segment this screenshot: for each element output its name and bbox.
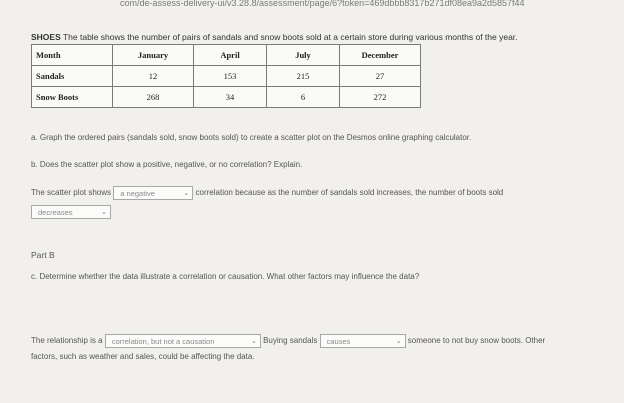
intro-text — [31, 32, 618, 42]
table-header: January — [113, 45, 194, 66]
row-label: Sandals — [32, 66, 113, 87]
answer-c-prefix: The relationship is a — [31, 336, 103, 346]
trend-value: decreases — [38, 208, 73, 217]
answer-c-middle: Buying sandals — [263, 336, 318, 346]
table-cell: 215 — [267, 66, 340, 87]
table-cell: 34 — [194, 87, 267, 108]
table-row — [32, 66, 421, 87]
part-b-heading: Part B — [31, 250, 55, 260]
chevron-down-icon: ⌄ — [101, 209, 107, 216]
correlation-type-select[interactable] — [113, 186, 193, 200]
table-cell: 27 — [340, 66, 421, 87]
answer-b-line2 — [31, 205, 111, 219]
question-c: c. Determine whether the data illustrate a correlation or causation. What other factors may influence the data? — [31, 272, 420, 281]
chevron-down-icon: ⌄ — [183, 190, 190, 197]
question-b: b. Does the scatter plot show a positive, negative, or no correlation? Explain. — [31, 160, 303, 169]
row-label: Snow Boots — [32, 87, 113, 108]
table-cell: 12 — [113, 66, 194, 87]
table-cell: 272 — [340, 87, 421, 108]
table-header-row — [32, 45, 421, 66]
answer-b-prefix: The scatter plot shows — [31, 188, 112, 198]
relationship-select[interactable] — [105, 334, 261, 348]
intro-title: SHOES — [31, 32, 61, 42]
table-header: Month — [32, 45, 113, 66]
cause-select[interactable] — [320, 334, 406, 348]
chevron-down-icon: ⌄ — [250, 338, 257, 345]
relationship-value: correlation, but not a causation — [111, 337, 215, 346]
answer-c-suffix: someone to not buy snow boots. Other — [407, 336, 546, 346]
browser-url: com/de-assess-delivery-ui/v3.28.8/assessment/page/6?token=469dbbb8317b271df08ea9a2d5857f44 — [120, 0, 525, 8]
table-row — [32, 87, 421, 108]
table-cell: 6 — [267, 87, 340, 108]
correlation-type-value: a negative — [120, 189, 155, 198]
chevron-down-icon: ⌄ — [395, 338, 402, 345]
answer-c-line — [31, 334, 545, 348]
table-header: April — [194, 45, 267, 66]
sales-table — [31, 44, 421, 108]
answer-c-line2: factors, such as weather and sales, could be affecting the data. — [31, 352, 255, 361]
table-header: July — [267, 45, 340, 66]
answer-b-line — [31, 186, 503, 200]
question-a: a. Graph the ordered pairs (sandals sold, snow boots sold) to create a scatter plot on the Desmos online graphing calculator. — [31, 133, 472, 142]
table-cell: 153 — [194, 66, 267, 87]
table-cell: 268 — [113, 87, 194, 108]
table-header: December — [340, 45, 421, 66]
trend-select[interactable] — [31, 205, 111, 219]
answer-b-middle: correlation because as the number of sandals sold increases, the number of boots sold — [195, 188, 504, 198]
intro-body: The table shows the number of pairs of sandals and snow boots sold at a certain store during various months of the year. — [62, 32, 518, 42]
cause-value: causes — [326, 337, 351, 346]
